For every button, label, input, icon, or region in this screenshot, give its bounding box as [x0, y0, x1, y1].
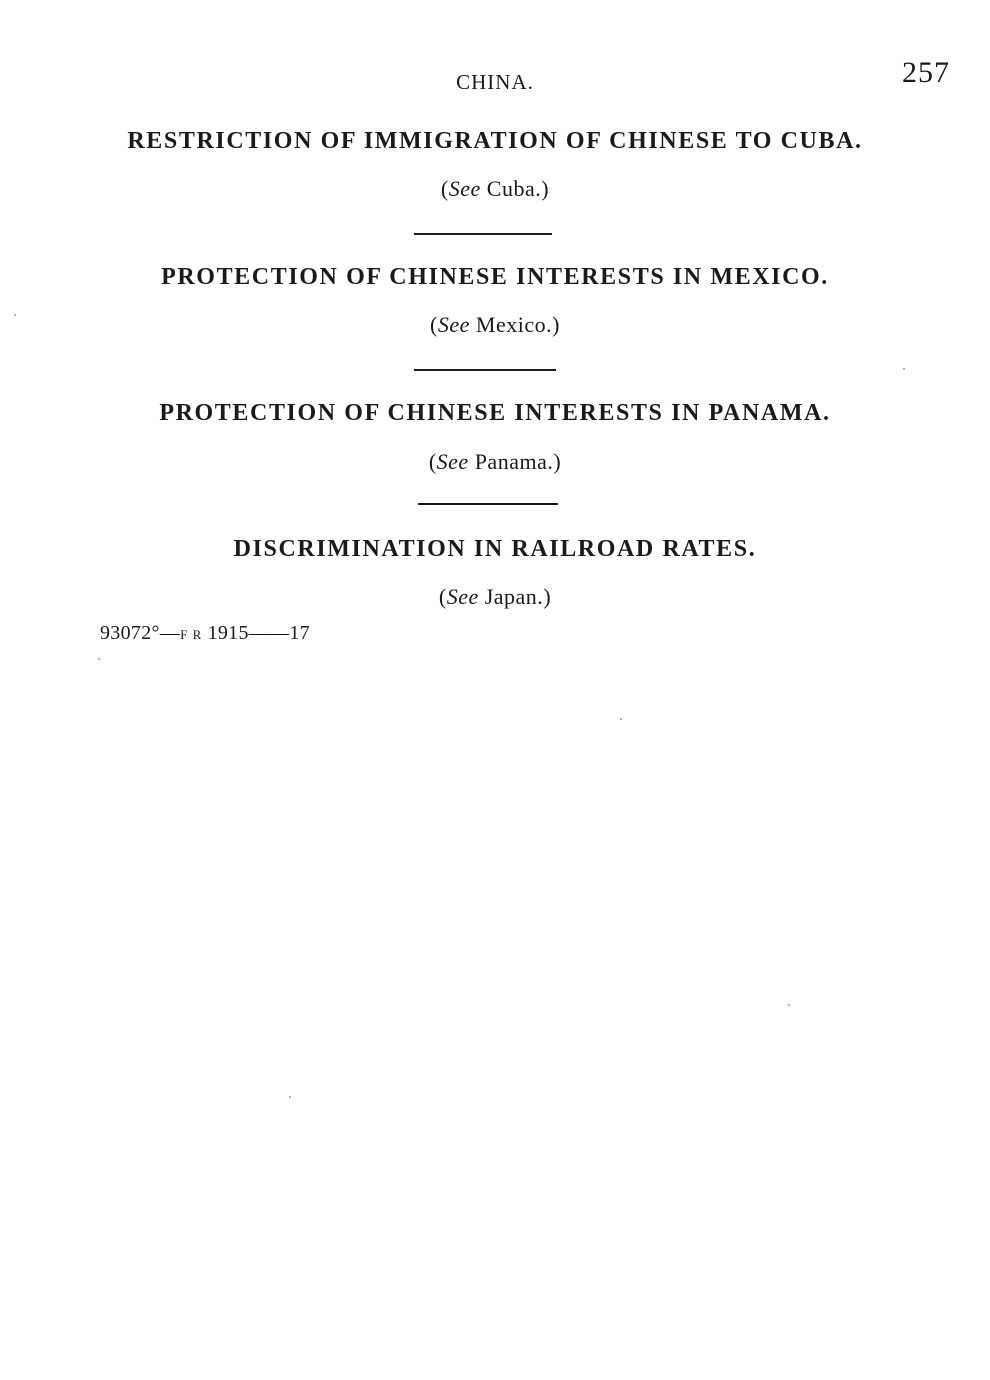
scan-speck	[289, 1096, 291, 1098]
see-word: See	[448, 176, 481, 201]
page-number: 257	[902, 56, 950, 89]
print-year-signature: 1915——17	[207, 622, 310, 644]
scan-speck	[788, 1004, 790, 1006]
see-target: Cuba.	[486, 176, 542, 201]
see-reference-mexico: (See Mexico.)	[430, 312, 560, 337]
section-heading-railroad: DISCRIMINATION IN RAILROAD RATES.	[233, 536, 757, 562]
scan-speck	[620, 718, 622, 720]
section-heading-panama: PROTECTION OF CHINESE INTERESTS IN PANAMA.	[159, 400, 831, 426]
section-divider	[414, 369, 556, 371]
section-divider	[414, 233, 552, 235]
running-head: CHINA.	[456, 70, 534, 94]
see-reference-cuba: (See Cuba.)	[440, 176, 550, 201]
print-letters: F R	[180, 627, 203, 642]
see-word: See	[446, 584, 479, 609]
section-heading-cuba: RESTRICTION OF IMMIGRATION OF CHINESE TO CUBA.	[127, 128, 863, 154]
see-reference-japan: (See Japan.)	[438, 584, 552, 609]
see-target: Mexico.	[475, 312, 553, 337]
see-target: Japan.	[484, 584, 544, 609]
see-target: Panama.	[474, 449, 554, 474]
section-heading-mexico: PROTECTION OF CHINESE INTERESTS IN MEXICO.	[161, 264, 829, 290]
print-signature	[100, 622, 310, 645]
see-word: See	[436, 449, 469, 474]
section-divider	[418, 503, 558, 505]
scan-speck	[14, 314, 16, 316]
scan-speck	[98, 658, 100, 660]
see-word: See	[437, 312, 470, 337]
see-reference-panama: (See Panama.)	[428, 449, 562, 474]
print-code: 93072°—	[100, 622, 181, 644]
scan-speck	[903, 368, 905, 370]
